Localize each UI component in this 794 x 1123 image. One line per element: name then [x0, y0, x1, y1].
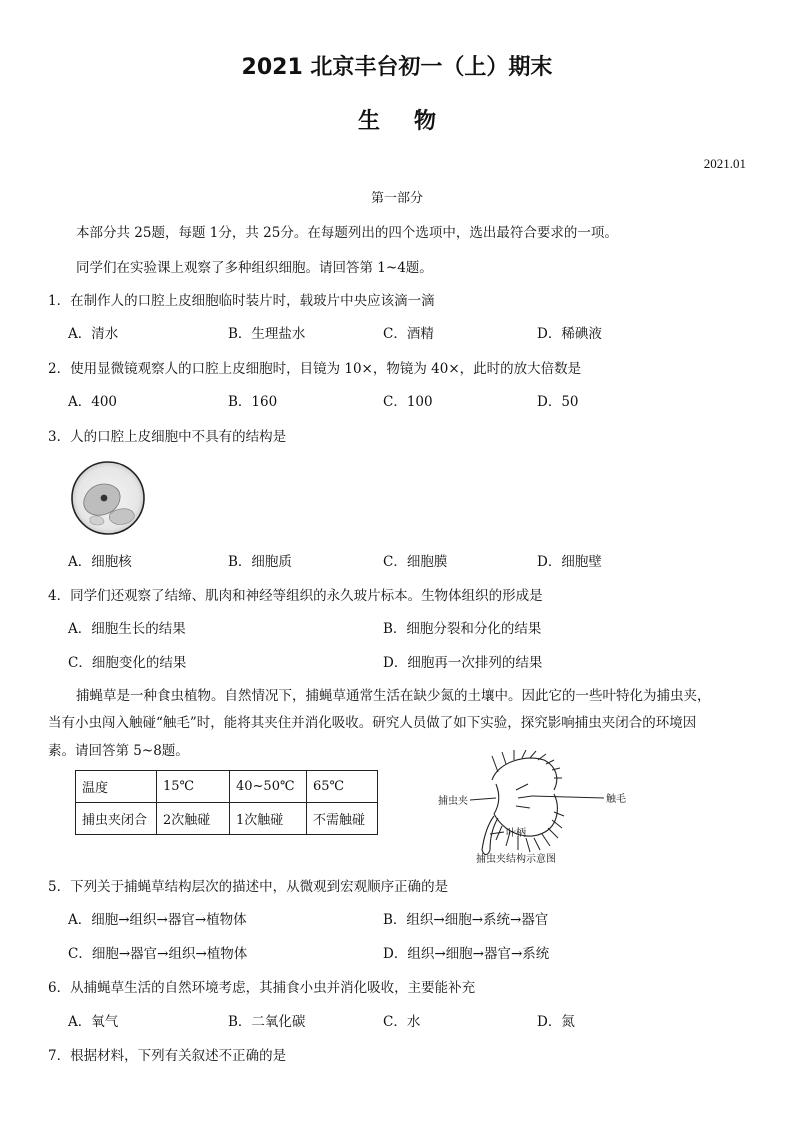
q1-option-d: D．稀碘液: [537, 326, 602, 342]
page-title: 2021 北京丰台初一（上）期末: [241, 55, 553, 80]
q1-option-c: C．酒精: [383, 326, 434, 342]
q1-option-a: A．清水: [68, 326, 119, 342]
table-cell: 捕虫夹闭合: [76, 803, 157, 835]
q3-option-b: B．细胞质: [228, 554, 292, 570]
q5-option-a: A．细胞→组织→器官→植物体: [68, 912, 247, 928]
table-cell: 40~50℃: [230, 771, 307, 803]
q3-option-c: C．细胞膜: [383, 554, 448, 570]
question-4-stem: 4．同学们还观察了结缔、肌肉和神经等组织的永久玻片标本。生物体组织的形成是: [48, 588, 543, 604]
flytrap-structure-figure: [436, 750, 636, 868]
passage-line-1: 捕蝇草是一种食虫植物。自然情况下，捕蝇草通常生活在缺少氮的土壤中。因此它的一些叶特化为捕虫夹，: [76, 688, 711, 704]
q5-option-d: D．组织→细胞→器官→系统: [383, 946, 550, 962]
table-cell: 65℃: [307, 771, 378, 803]
q4-option-a: A．细胞生长的结果: [68, 621, 186, 637]
q6-option-d: D．氮: [537, 1014, 575, 1030]
q4-option-b: B．细胞分裂和分化的结果: [383, 621, 542, 637]
table-cell: 温度: [76, 771, 157, 803]
question-2-stem: 2．使用显微镜观察人的口腔上皮细胞时，目镜为 10×，物镜为 40×，此时的放大倍数是: [48, 361, 582, 377]
part-heading: 第一部分: [370, 191, 423, 206]
intro-line-1: 本部分共 25题，每题 1分，共 25分。在每题列出的四个选项中，选出最符合要求的一项。: [76, 225, 618, 241]
q5-option-b: B．组织→细胞→系统→器官: [383, 912, 549, 928]
label-trigger-hair: 触毛: [606, 794, 626, 805]
table-cell: 15℃: [157, 771, 230, 803]
exam-date: 2021.01: [703, 156, 746, 171]
passage-line-3: 素。请回答第 5~8题。: [48, 743, 189, 759]
q2-option-d: D．50: [537, 394, 579, 410]
label-trap: 捕虫夹: [438, 796, 468, 807]
q3-option-d: D．细胞壁: [537, 554, 602, 570]
q6-option-c: C．水: [383, 1014, 421, 1030]
table-row: [76, 771, 378, 803]
experiment-table: [75, 770, 378, 835]
question-3-stem: 3．人的口腔上皮细胞中不具有的结构是: [48, 429, 287, 445]
q6-option-a: A．氧气: [68, 1014, 119, 1030]
table-cell: 不需触碰: [307, 803, 378, 835]
question-5-stem: 5．下列关于捕蝇草结构层次的描述中，从微观到宏观顺序正确的是: [48, 879, 449, 895]
q6-option-b: B．二氧化碳: [228, 1014, 306, 1030]
q1-option-b: B．生理盐水: [228, 326, 306, 342]
question-6-stem: 6．从捕蝇草生活的自然环境考虑，其捕食小虫并消化吸收，主要能补充: [48, 980, 476, 996]
q2-option-b: B．160: [228, 394, 278, 410]
q4-option-c: C．细胞变化的结果: [68, 655, 187, 671]
cheek-cell-micrograph: [70, 460, 146, 536]
q3-option-a: A．细胞核: [68, 554, 132, 570]
table-row: [76, 803, 378, 835]
question-1-stem: 1．在制作人的口腔上皮细胞临时装片时，载玻片中央应该滴一滴: [48, 293, 435, 309]
label-petiole: 叶柄: [506, 828, 526, 839]
figure-caption: 捕虫夹结构示意图: [476, 854, 556, 865]
q2-option-c: C．100: [383, 394, 433, 410]
intro-line-2: 同学们在实验课上观察了多种组织细胞。请回答第 1~4题。: [76, 260, 433, 276]
passage-line-2: 当有小虫闯入触碰“触毛”时，能将其夹住并消化吸收。研究人员做了如下实验，探究影响捕虫夹闭合的环境因: [48, 715, 697, 731]
q5-option-c: C．细胞→器官→组织→植物体: [68, 946, 248, 962]
subject-title: 生物: [357, 109, 470, 134]
q2-option-a: A．400: [68, 394, 118, 410]
q4-option-d: D．细胞再一次排列的结果: [383, 655, 543, 671]
table-cell: 2次触碰: [157, 803, 230, 835]
table-cell: 1次触碰: [230, 803, 307, 835]
question-7-stem: 7．根据材料，下列有关叙述不正确的是: [48, 1048, 287, 1064]
